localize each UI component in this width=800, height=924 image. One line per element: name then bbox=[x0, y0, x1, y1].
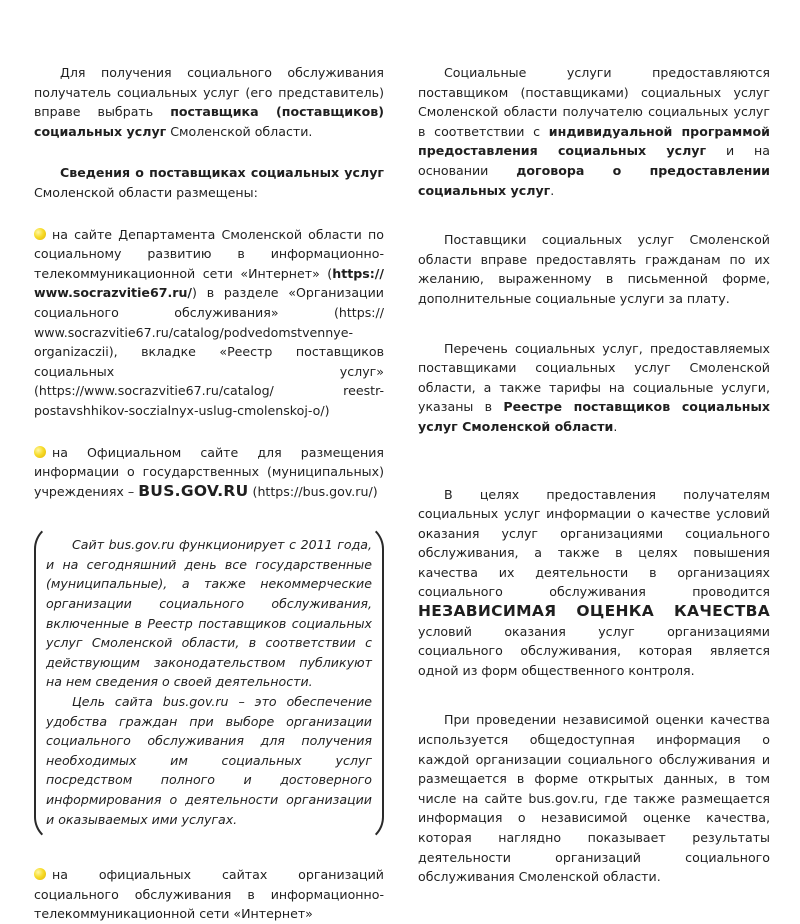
box-paragraph-2: Цель сайта bus.gov.ru – это обеспечение удобства граждан при выборе организации социального обслуживания для получения необходимых им социальных услуг посредством полного и достоверного информирования о деятельности организации и оказываемых ими услугах. bbox=[46, 694, 372, 827]
services-list-paragraph: Перечень социальных услуг, предоставляемых поставщиками социальных услуг Смоленской области, а также тарифы на социальные услуги, указаны в Реестре поставщиков социальных услуг Смоленской области. bbox=[418, 340, 770, 434]
yellow-bullet-icon bbox=[34, 868, 46, 880]
box-paragraph-1: Сайт bus.gov.ru функционирует с 2011 года, и на сегодняшний день все государственные (муниципальные), а также некоммерческие организации социального обслуживания, включенные в Реестр поставщиков социальных услуг Смоленской области, в соответствии с действующим законодательством публикуют на нем сведения о своей деятельности. bbox=[46, 537, 372, 690]
right-column bbox=[418, 63, 770, 887]
intro-bold: поставщика (поставщиков) социальных услуг bbox=[34, 104, 384, 139]
yellow-bullet-icon bbox=[34, 228, 46, 240]
bus-gov-info-box bbox=[34, 523, 384, 843]
bullet-organization-sites: на официальных сайтах организаций социального обслуживания в информационно-телекоммуникационной сети «Интернет» bbox=[34, 867, 384, 922]
services-provision-paragraph: Социальные услуги предоставляются поставщиком (поставщиками) социальных услуг Смоленской области получателю социальных услуг в соответствии с индивидуальной программой предоставления социальных услуг и на основании договора о предоставлении социальных услуг. bbox=[418, 65, 770, 198]
open-data-paragraph: При проведении независимой оценки качества используется общедоступная информация о каждой организации социального обслуживания и размещается в форме открытых данных, в том числе на сайте bus.gov.ru, где также размещается информация о независимой оценке качества, которая наглядно показывает результаты деятельности организаций социального обслуживания Смоленской области. bbox=[418, 712, 770, 885]
intro-paragraph: Для получения социального обслуживания получатель социальных услуг (его представитель) вправе выбрать поставщика (поставщиков) социальных услуг Смоленской области. bbox=[34, 65, 384, 139]
bus-gov-link[interactable]: BUS.GOV.RU bbox=[138, 481, 249, 500]
info-heading: Сведения о поставщиках социальных услуг Смоленской области размещены: bbox=[34, 165, 384, 200]
yellow-bullet-icon bbox=[34, 446, 46, 458]
bullet-bus-gov: на Официальном сайте для размещения информации о государственных (муниципальных) учреждениях – BUS.GOV.RU (https://bus.gov.ru/) bbox=[34, 444, 384, 500]
additional-services-paragraph: Поставщики социальных услуг Смоленской области вправе предоставлять гражданам по их желанию, выраженному в письменной форме, дополнительные социальные услуги за плату. bbox=[418, 232, 770, 306]
bullet-department-site: на сайте Департамента Смоленской области по социальному развитию в информационно-телекоммуникационной сети «Интернет» (https:// www.socrazvitie67.ru/) в разделе «Организации социального обслуживания» (https:// www.socrazvitie67.ru/catalog/podvedomstvennye-organizaczii), вкладке «Реестр поставщиков социальных услуг» (https://www.socrazvitie67.ru/catalog/ reestr-postavshhikov-soczialnyx-uslug-cmolenskoj-o/) bbox=[34, 226, 384, 418]
socrazvitie-link[interactable]: https:// www.socrazvitie67.ru/ bbox=[34, 265, 384, 301]
quality-assessment-paragraph: В целях предоставления получателям социальных услуг информации о качестве условий оказания услуг организациями социального обслуживания, а также в целях повышения качества их деятельности в организациях социального обслуживания проводится НЕЗАВИСИМАЯ ОЦЕНКА КАЧЕСТВА условий оказания услуг организациями социального обслуживания, которая является одной из форм общественного контроля. bbox=[418, 486, 770, 678]
left-column bbox=[34, 63, 384, 924]
